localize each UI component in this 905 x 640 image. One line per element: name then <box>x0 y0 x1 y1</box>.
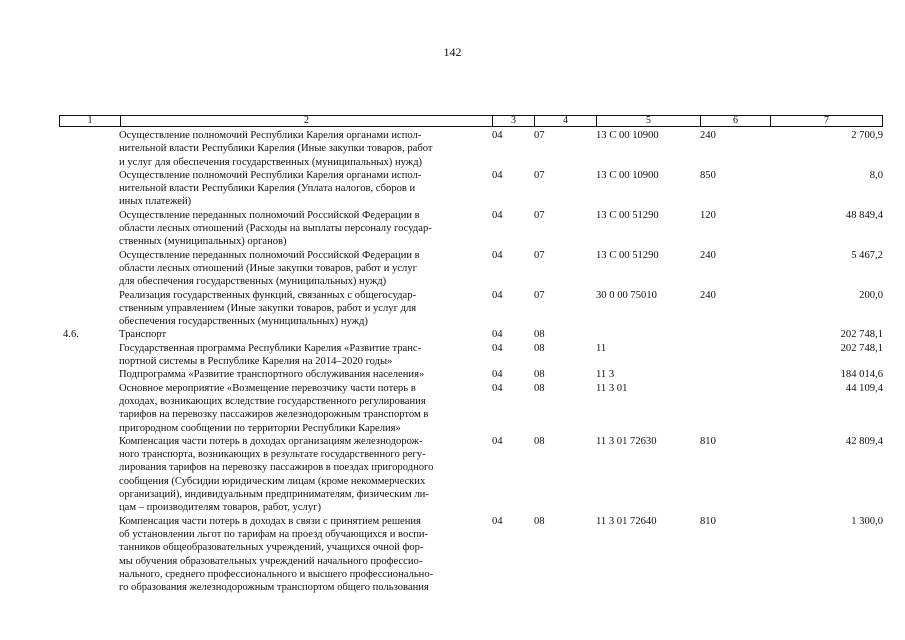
table-body <box>59 129 883 594</box>
row-amount: 202 748,1 <box>840 329 883 341</box>
row-target-code: 13 С 00 51290 <box>596 249 659 261</box>
row-section: 04 <box>492 329 503 341</box>
row-amount: 42 809,4 <box>845 435 883 447</box>
row-amount: 48 849,4 <box>845 209 883 221</box>
row-expense-type <box>700 342 770 369</box>
row-section: 04 <box>492 169 503 181</box>
row-amount: 8,0 <box>869 169 883 181</box>
row-section: 04 <box>492 435 503 447</box>
table-row <box>59 342 883 369</box>
row-target-code: 11 3 01 <box>596 382 628 394</box>
row-name: Транспорт <box>119 329 167 341</box>
table-row <box>59 249 883 289</box>
header-col-6: 6 <box>701 116 771 126</box>
row-subsection: 07 <box>534 209 545 221</box>
row-subsection: 07 <box>534 289 545 301</box>
row-amount: 200,0 <box>859 289 883 301</box>
row-section: 04 <box>492 342 503 354</box>
row-number <box>59 382 119 435</box>
table-header <box>59 115 883 127</box>
row-name: Реализация государственных функций, связанных с общегосудар- ственным управлением (Иные закупки товаров, работ и услуг для обеспечения государственных (муниципальных) нужд) <box>119 289 417 328</box>
row-name: Осуществление полномочий Республики Карелия органами испол- нительной власти Республики Карелия (Иные закупки товаров, работ и услуг для обеспечения государственных (муниципальных) нужд) <box>119 130 433 168</box>
row-section: 04 <box>492 249 503 261</box>
row-subsection: 07 <box>534 169 545 181</box>
table-row <box>59 368 883 381</box>
row-subsection: 08 <box>534 382 545 394</box>
row-amount: 184 014,6 <box>840 369 883 381</box>
row-amount: 202 748,1 <box>840 342 883 354</box>
row-expense-type: 240 <box>700 249 716 261</box>
row-section: 04 <box>492 382 503 394</box>
row-amount: 2 700,9 <box>851 130 883 141</box>
row-number <box>59 209 119 249</box>
table-row <box>59 515 883 595</box>
row-name: Компенсация части потерь в доходах организациям железнодорож- ного транспорта, возникающих в результате государственного регу- лирования тарифов на перевозку пассажиров в поездах пригородного сообщения (Субсидии юридическим лицам (кроме некоммерческих организаций), индивидуальным предпринимателям, физическим ли- цам – производителям товаров, работ, услуг) <box>119 435 434 514</box>
row-expense-type: 120 <box>700 209 716 221</box>
row-number <box>59 289 119 329</box>
row-number <box>59 129 119 169</box>
row-number <box>59 249 119 289</box>
row-target-code: 11 3 01 72640 <box>596 515 657 527</box>
header-col-4: 4 <box>535 116 597 126</box>
row-expense-type: 850 <box>700 169 716 181</box>
row-target-code: 11 3 01 72630 <box>596 435 657 447</box>
row-section: 04 <box>492 209 503 221</box>
row-expense-type: 810 <box>700 515 716 527</box>
row-target-code: 13 С 00 51290 <box>596 209 659 221</box>
row-subsection: 07 <box>534 130 545 141</box>
row-number <box>59 342 119 369</box>
row-target-code: 13 С 00 10900 <box>596 169 659 181</box>
row-section: 04 <box>492 369 503 381</box>
row-subsection: 07 <box>534 249 545 261</box>
row-subsection: 08 <box>534 435 545 447</box>
header-col-3: 3 <box>493 116 535 126</box>
row-name: Государственная программа Республики Карелия «Развитие транс- портной системы в Республике Карелия на 2014–2020 годы» <box>119 342 422 368</box>
row-amount: 5 467,2 <box>851 249 883 261</box>
table-row <box>59 328 883 341</box>
row-target-code: 11 <box>596 342 607 354</box>
row-name: Осуществление полномочий Республики Карелия органами испол- нительной власти Республики Карелия (Уплата налогов, сборов и иных платежей) <box>119 169 422 208</box>
row-section: 04 <box>492 289 503 301</box>
row-target-code: 30 0 00 75010 <box>596 289 657 301</box>
table-row <box>59 169 883 209</box>
row-subsection: 08 <box>534 329 545 341</box>
row-target-code: 11 3 <box>596 369 615 381</box>
row-number <box>59 435 119 515</box>
table-row <box>59 289 883 329</box>
row-amount: 1 300,0 <box>851 515 883 527</box>
header-col-7: 7 <box>824 115 829 126</box>
table-row <box>59 435 883 515</box>
row-expense-type <box>700 382 770 435</box>
row-expense-type: 240 <box>700 289 716 301</box>
table-row <box>59 382 883 435</box>
table-row <box>59 129 883 169</box>
row-name: Осуществление переданных полномочий Российской Федерации в области лесных отношений (Расходы на выплаты персоналу государ- ственных (муниципальных) органов) <box>119 209 432 248</box>
row-subsection: 08 <box>534 342 545 354</box>
header-col-1: 1 <box>60 116 121 126</box>
row-number <box>59 169 119 209</box>
row-expense-type <box>700 328 770 341</box>
row-section: 04 <box>492 130 503 141</box>
row-number <box>59 515 119 595</box>
row-name: Основное мероприятие «Возмещение перевозчику части потерь в доходах, возникающих вследствие государственного регулирования тарифов на перевозку пассажиров железнодорожным транспортом в пригородном сообщении по территории Республики Карелия» <box>119 382 429 434</box>
row-name: Компенсация части потерь в доходах в связи с принятием решения об установлении льгот по тарифам на проезд обучающихся и воспи- танников общеобразовательных учреждений, учащихся очной фор- мы обучения образовательных учреждений начального профессио- нального, среднего профессионального и высшего профессионально- го образования железнодорожным транспортом общего пользования <box>119 515 434 594</box>
page-number: 142 <box>443 45 462 59</box>
row-subsection: 08 <box>534 369 545 381</box>
row-number: 4.6. <box>63 329 79 341</box>
row-number <box>59 368 119 381</box>
row-name: Осуществление переданных полномочий Российской Федерации в области лесных отношений (Иные закупки товаров, работ и услуг для обеспечения государственных (муниципальных) нужд) <box>119 249 420 288</box>
header-col-2: 2 <box>121 116 493 126</box>
header-col-5: 5 <box>597 116 701 126</box>
row-amount: 44 109,4 <box>845 382 883 394</box>
table-row <box>59 209 883 249</box>
row-expense-type: 810 <box>700 435 716 447</box>
row-expense-type <box>700 368 770 381</box>
row-target-code <box>596 328 700 341</box>
row-expense-type: 240 <box>700 130 716 141</box>
row-section: 04 <box>492 515 503 527</box>
row-subsection: 08 <box>534 515 545 527</box>
row-name: Подпрограмма «Развитие транспортного обслуживания населения» <box>119 369 425 381</box>
row-target-code: 13 С 00 10900 <box>596 130 659 141</box>
